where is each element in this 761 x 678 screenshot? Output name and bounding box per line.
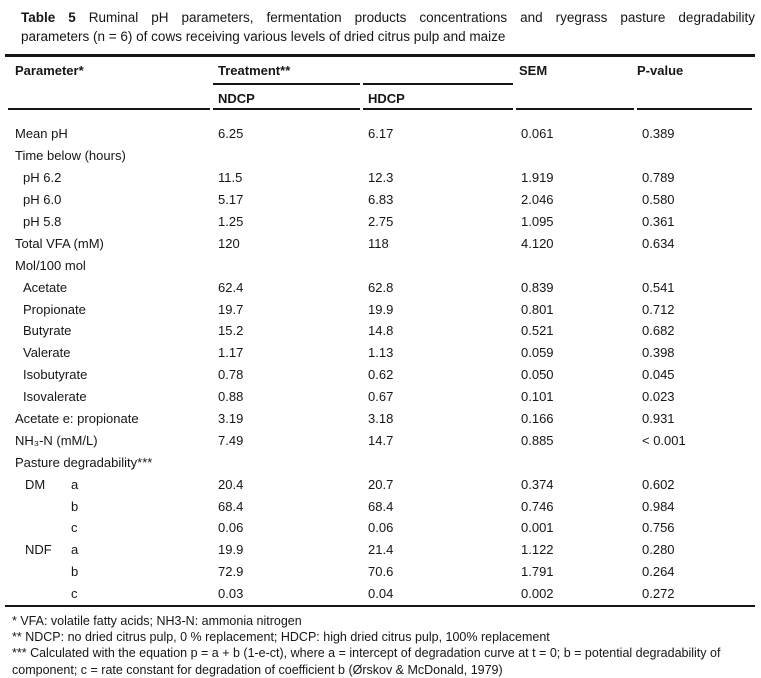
ndcp-value-cell: 68.4 bbox=[218, 498, 244, 514]
sem-value-cell: 0.885 bbox=[521, 432, 554, 448]
sem-value-cell: 0.002 bbox=[521, 586, 554, 602]
sem-value-cell: 0.746 bbox=[521, 498, 554, 514]
parameter-cell: Propionate bbox=[23, 301, 86, 317]
ndcp-value-cell: 19.7 bbox=[218, 301, 244, 317]
pvalue-cell: 0.634 bbox=[642, 235, 675, 251]
parameter-cell bbox=[8, 517, 210, 539]
sem-value-cell: 0.801 bbox=[521, 301, 554, 317]
ndcp-value-cell: 7.49 bbox=[218, 432, 244, 448]
hdcp-value-cell: 14.8 bbox=[368, 323, 394, 339]
col-header-hdcp: HDCP bbox=[363, 83, 513, 110]
table-row bbox=[8, 298, 752, 320]
hdcp-value-cell: 1.13 bbox=[368, 345, 394, 361]
sem-value-cell: 0.166 bbox=[521, 411, 554, 427]
coefficient-label: b bbox=[71, 564, 79, 580]
header-empty-cell bbox=[516, 83, 634, 110]
ndcp-value-cell: 0.03 bbox=[218, 586, 244, 602]
pvalue-cell: 0.789 bbox=[642, 170, 675, 186]
col-header-parameter: Parameter* bbox=[15, 63, 84, 78]
col-header-pvalue: P-value bbox=[637, 63, 684, 78]
hdcp-value-cell: 0.04 bbox=[368, 586, 394, 602]
parameter-cell: Butyrate bbox=[23, 323, 72, 339]
parameter-cell: Isovalerate bbox=[23, 389, 87, 405]
table-row bbox=[8, 167, 752, 189]
spacer-row bbox=[8, 110, 752, 123]
table-row bbox=[8, 539, 752, 561]
parameter-cell: Acetate bbox=[23, 279, 68, 295]
col-header-ndcp: NDCP bbox=[213, 83, 360, 110]
footnote-line: *** Calculated with the equation p = a + b (1-e-ct), where a = intercept of degradation curve at t = 0; b = potential degradability of component; c = rate constant for degradation of coefficient b (Ørskov & McDonald, 1979) bbox=[12, 646, 721, 677]
table-row bbox=[8, 320, 752, 342]
coefficient-label: a bbox=[71, 542, 79, 558]
header-row-1 bbox=[8, 57, 752, 83]
coefficient-label: a bbox=[71, 476, 79, 492]
sem-value-cell bbox=[516, 254, 634, 276]
header-row-2 bbox=[8, 83, 752, 110]
ndcp-value-cell: 20.4 bbox=[218, 476, 244, 492]
table-row bbox=[8, 276, 752, 298]
ndcp-value-cell: 0.88 bbox=[218, 389, 244, 405]
pvalue-cell: 0.541 bbox=[642, 279, 675, 295]
sem-value-cell: 0.374 bbox=[521, 476, 554, 492]
sem-value-cell: 0.050 bbox=[521, 367, 554, 383]
parameter-cell bbox=[8, 473, 210, 495]
col-header-treatment: Treatment** bbox=[218, 63, 291, 78]
parameter-cell bbox=[8, 561, 210, 583]
table-row bbox=[8, 145, 752, 167]
pvalue-cell: 0.602 bbox=[642, 476, 675, 492]
table-row bbox=[8, 123, 752, 145]
sem-value-cell: 0.001 bbox=[521, 520, 554, 536]
sem-value-cell bbox=[516, 145, 634, 167]
ndcp-value-cell: 5.17 bbox=[218, 192, 244, 208]
spacer-cell bbox=[8, 110, 752, 123]
hdcp-value-cell: 2.75 bbox=[368, 214, 394, 229]
parameter-cell: pH 6.0 bbox=[23, 192, 62, 208]
header-empty-cell bbox=[637, 83, 752, 110]
table-row bbox=[8, 211, 752, 233]
header-empty-cell bbox=[8, 83, 210, 110]
hdcp-value-cell: 6.17 bbox=[368, 126, 394, 142]
footnote-line: * VFA: volatile fatty acids; NH3-N: ammonia nitrogen bbox=[12, 613, 302, 628]
sem-value-cell: 0.101 bbox=[521, 389, 554, 405]
table-row bbox=[8, 408, 752, 430]
table-row bbox=[8, 254, 752, 276]
parameter-cell: Acetate e: propionate bbox=[15, 411, 139, 427]
ndcp-value-cell bbox=[213, 145, 360, 167]
table-row bbox=[8, 189, 752, 211]
table-row bbox=[8, 429, 752, 451]
parameter-cell: Valerate bbox=[23, 345, 71, 361]
hdcp-value-cell bbox=[363, 451, 513, 473]
pvalue-cell: 0.931 bbox=[642, 411, 675, 427]
pvalue-cell: 0.280 bbox=[642, 542, 675, 558]
parameter-cell bbox=[8, 495, 210, 517]
hdcp-value-cell: 3.18 bbox=[368, 411, 394, 427]
ndcp-value-cell: 0.78 bbox=[218, 367, 244, 383]
pvalue-cell: 0.580 bbox=[642, 192, 675, 208]
ndcp-value-cell bbox=[213, 254, 360, 276]
pvalue-cell: 0.756 bbox=[642, 520, 675, 536]
sem-value-cell: 1.791 bbox=[521, 564, 554, 580]
sem-value-cell: 0.839 bbox=[521, 279, 554, 295]
hdcp-value-cell: 12.3 bbox=[368, 170, 394, 186]
pvalue-cell: < 0.001 bbox=[642, 432, 686, 448]
hdcp-value-cell: 68.4 bbox=[368, 498, 394, 514]
caption-table-number: Table 5 bbox=[21, 10, 76, 25]
ndcp-value-cell: 62.4 bbox=[218, 279, 244, 295]
component-label: NDF bbox=[25, 542, 52, 558]
table-row bbox=[8, 451, 752, 473]
hdcp-value-cell: 62.8 bbox=[368, 279, 394, 295]
hdcp-value-cell: 0.62 bbox=[368, 367, 394, 383]
data-table bbox=[5, 54, 755, 607]
hdcp-value-cell bbox=[363, 254, 513, 276]
hdcp-value-cell: 0.06 bbox=[368, 520, 394, 536]
table-row bbox=[8, 342, 752, 364]
hdcp-value-cell bbox=[363, 145, 513, 167]
hdcp-value-cell: 70.6 bbox=[368, 564, 394, 580]
coefficient-label: c bbox=[71, 520, 78, 536]
coefficient-label: c bbox=[71, 586, 78, 602]
hdcp-value-cell: 20.7 bbox=[368, 476, 394, 492]
parameter-cell: Mean pH bbox=[15, 126, 68, 142]
footnote-line: ** NDCP: no dried citrus pulp, 0 % replacement; HDCP: high dried citrus pulp, 100% replacement bbox=[12, 630, 550, 644]
table-row bbox=[8, 232, 752, 254]
ndcp-value-cell: 1.25 bbox=[218, 214, 244, 229]
hdcp-value-cell: 118 bbox=[368, 235, 389, 251]
table-caption bbox=[0, 0, 761, 46]
table-row bbox=[8, 517, 752, 539]
hdcp-value-cell: 0.67 bbox=[368, 389, 394, 405]
parameter-cell: Pasture degradability*** bbox=[15, 454, 153, 470]
ndcp-value-cell: 1.17 bbox=[218, 345, 244, 361]
table-row bbox=[8, 495, 752, 517]
table-row bbox=[8, 583, 752, 605]
footnotes bbox=[12, 613, 752, 678]
pvalue-cell: 0.361 bbox=[642, 214, 675, 229]
table-row bbox=[8, 386, 752, 408]
parameter-cell: Mol/100 mol bbox=[15, 257, 86, 273]
pvalue-cell: 0.023 bbox=[642, 389, 675, 405]
sem-value-cell bbox=[516, 451, 634, 473]
pvalue-cell: 0.984 bbox=[642, 498, 675, 514]
hdcp-value-cell: 19.9 bbox=[368, 301, 394, 317]
parameter-cell bbox=[8, 539, 210, 561]
caption-line-2: parameters (n = 6) of cows receiving various levels of dried citrus pulp and maize bbox=[21, 29, 506, 44]
pvalue-cell bbox=[637, 145, 752, 167]
parameter-cell: pH 6.2 bbox=[23, 170, 62, 186]
sem-value-cell: 1.919 bbox=[521, 170, 554, 186]
coefficient-label: b bbox=[71, 498, 79, 514]
ndcp-value-cell: 3.19 bbox=[218, 411, 244, 427]
ndcp-value-cell: 19.9 bbox=[218, 542, 244, 558]
hdcp-value-cell: 6.83 bbox=[368, 192, 394, 208]
table-row bbox=[8, 561, 752, 583]
pvalue-cell: 0.712 bbox=[642, 301, 675, 317]
col-header-sem: SEM bbox=[519, 63, 548, 78]
caption-line-1 bbox=[21, 8, 755, 27]
pvalue-cell: 0.264 bbox=[642, 564, 675, 580]
ndcp-value-cell: 15.2 bbox=[218, 323, 244, 339]
hdcp-value-cell: 14.7 bbox=[368, 432, 394, 448]
sem-value-cell: 1.122 bbox=[521, 542, 554, 558]
ndcp-value-cell: 72.9 bbox=[218, 564, 244, 580]
parameter-cell: Isobutyrate bbox=[23, 367, 88, 383]
parameter-cell: pH 5.8 bbox=[23, 214, 62, 229]
ndcp-value-cell: 0.06 bbox=[218, 520, 244, 536]
sem-value-cell: 2.046 bbox=[521, 192, 554, 208]
sem-value-cell: 1.095 bbox=[521, 214, 554, 229]
ndcp-value-cell: 120 bbox=[218, 235, 240, 251]
sem-value-cell: 4.120 bbox=[521, 235, 554, 251]
ndcp-value-cell bbox=[213, 451, 360, 473]
pvalue-cell bbox=[637, 254, 752, 276]
caption-text-part1: Ruminal pH parameters, fermentation products concentrations and ryegrass pasture degradability bbox=[88, 10, 755, 25]
parameter-cell bbox=[8, 583, 210, 605]
pvalue-cell: 0.398 bbox=[642, 345, 675, 361]
table-row bbox=[8, 473, 752, 495]
parameter-cell: Time below (hours) bbox=[15, 148, 126, 164]
pvalue-cell: 0.389 bbox=[642, 126, 675, 142]
pvalue-cell: 0.045 bbox=[642, 367, 675, 383]
table-header bbox=[8, 57, 752, 110]
sem-value-cell: 0.521 bbox=[521, 323, 554, 339]
table-row bbox=[8, 364, 752, 386]
pvalue-cell bbox=[637, 451, 752, 473]
ndcp-value-cell: 11.5 bbox=[218, 170, 243, 186]
pvalue-cell: 0.272 bbox=[642, 586, 675, 602]
sem-value-cell: 0.059 bbox=[521, 345, 554, 361]
pvalue-cell: 0.682 bbox=[642, 323, 675, 339]
ndcp-value-cell: 6.25 bbox=[218, 126, 244, 142]
hdcp-value-cell: 21.4 bbox=[368, 542, 394, 558]
component-label: DM bbox=[25, 476, 46, 492]
parameter-cell: Total VFA (mM) bbox=[15, 235, 104, 251]
table-body bbox=[8, 110, 752, 605]
parameter-cell: NH₃-N (mM/L) bbox=[15, 432, 98, 448]
sem-value-cell: 0.061 bbox=[521, 126, 554, 142]
